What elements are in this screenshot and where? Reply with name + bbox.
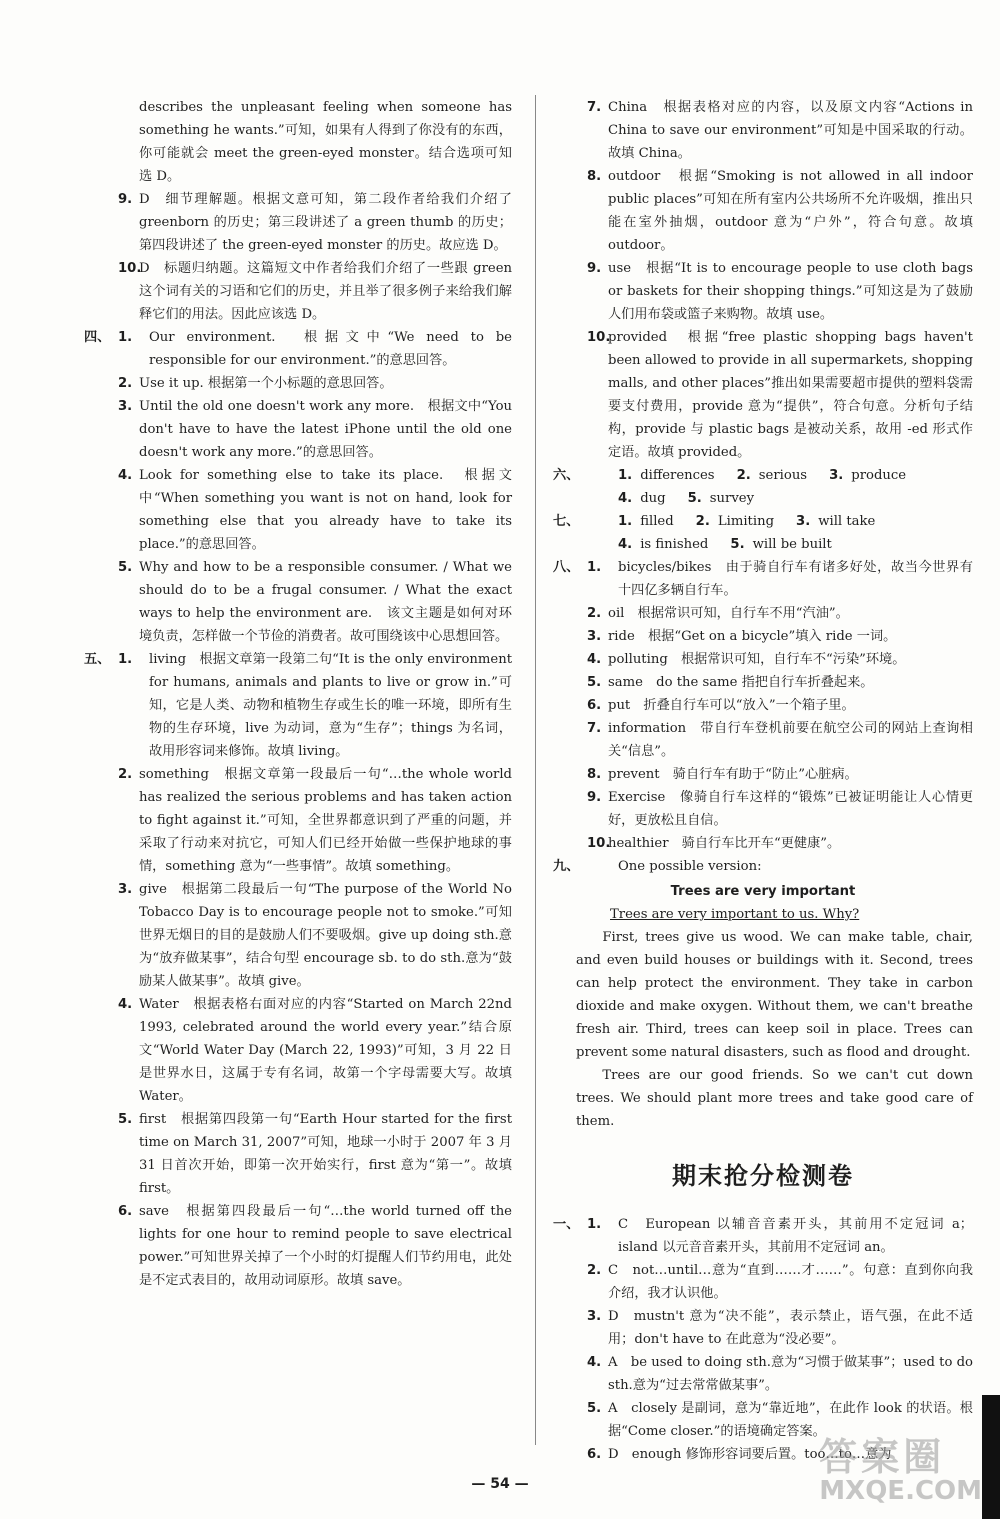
answer-text: Water 根据表格右面对应的内容“Started on March 22nd 1993, celebrated around the world every year.”结合原文“World Water Day (March 22, 1993)”可知，3 月 22 日是世界水日，这属于专有名词，故第一个字母需要大写。故填 Water。 — [139, 997, 512, 1104]
item-number: 5. — [118, 560, 133, 575]
answer-item — [84, 464, 512, 556]
answer-text: D 细节理解题。根据文意可知，第二段作者给我们介绍了 greenborn 的历史；第三段讲述了 a green thumb 的历史；第四段讲述了 the green-eyed monster 的历史。故应选 D。 — [139, 192, 512, 253]
item-number: 6. — [118, 1204, 133, 1219]
final-exam-answers — [553, 1213, 973, 1466]
answer-item — [84, 763, 512, 878]
answer-text: Our environment. 根据文中“We need to be responsible for our environment.”的意思回答。 — [149, 330, 512, 368]
answers-group-8-9 — [553, 556, 973, 878]
item-number: 5. — [730, 537, 745, 552]
section-6-row-1 — [618, 464, 973, 487]
item-number: 3. — [587, 1309, 602, 1324]
answer-item — [553, 855, 973, 878]
answer-item — [553, 96, 973, 165]
item-number: 5. — [587, 1401, 602, 1416]
item-number: 1. — [118, 652, 133, 667]
answer-item — [553, 717, 973, 763]
item-number: 1. — [587, 560, 602, 575]
answer-text: D enough 修饰形容词要后置。too…to…意为 — [608, 1447, 892, 1462]
item-number: 1. — [618, 514, 633, 529]
essay-title: Trees are very important — [670, 884, 856, 899]
item-number: 10. — [587, 836, 611, 851]
section-6-row-2 — [618, 487, 973, 510]
section-7-answers — [553, 510, 973, 556]
blank-answer — [618, 510, 674, 533]
answer-word: serious — [758, 468, 808, 483]
answer-text: D 标题归纳题。这篇短文中作者给我们介绍了一些跟 green 这个词有关的习语和它们的历史，并且举了很多例子来给我们解释它们的用法。因此应该选 D。 — [139, 261, 512, 322]
section-label: 一、 — [553, 1217, 580, 1232]
item-number: 2. — [118, 376, 133, 391]
item-number: 7. — [587, 721, 602, 736]
answer-text: Look for something else to take its place. 根据文中“When something you want is not on hand, look for something else that you already have to take its place.”的意思回答。 — [139, 468, 512, 552]
answer-item — [553, 602, 973, 625]
answer-item — [553, 1351, 973, 1397]
exam-section-title: 期末抢分检测卷 — [672, 1162, 854, 1190]
answer-item — [84, 326, 512, 372]
item-number: 2. — [587, 606, 602, 621]
answer-text: healthier 骑自行车比开车“更健康”。 — [608, 836, 841, 851]
item-number: 1. — [618, 468, 633, 483]
section-label: 八、 — [553, 560, 580, 575]
answer-text: prevent 骑自行车有助于“防止”心脏病。 — [608, 767, 858, 782]
blank-answer — [737, 464, 807, 487]
answer-text: put 折叠自行车可以“放入”一个箱子里。 — [608, 698, 855, 713]
blank-answer — [618, 533, 708, 556]
right-column — [553, 96, 973, 1466]
answer-word: filled — [640, 514, 674, 529]
answer-item — [553, 1305, 973, 1351]
answer-word: dug — [640, 491, 666, 506]
answer-text: provided 根据“free plastic shopping bags haven't been allowed to provide in all supermarkets, shopping malls, and other places”推出如果需要超市提供的塑料袋需要支付费用，provide 意为“提供”，符合句意。分析句子结构，provide 与 plastic bags 是被动关系，故用 -ed 形式作定语。故填 provided。 — [608, 330, 973, 460]
item-number: 4. — [618, 491, 633, 506]
item-number: 4. — [118, 997, 133, 1012]
blank-answer — [696, 510, 774, 533]
answer-text: living 根据文章第一段第二句“It is the only environment for humans, animals and plants to live or grow in.”可知，它是人类、动物和植物生存或生长的唯一环境，即所有生物的生存环境，live 为动词，意为“生存”；things 为名词，故用形容词来修饰。故填 living。 — [149, 652, 512, 759]
item-number: 6. — [587, 1447, 602, 1462]
section-label: 五、 — [84, 652, 111, 667]
answer-item — [84, 648, 512, 763]
item-number: 2. — [118, 767, 133, 782]
watermark-text-bottom: MXQE.COM — [819, 1476, 982, 1506]
answer-text: bicycles/bikes 由于骑自行车有诸多好处，故当今世界有十四亿多辆自行车。 — [618, 560, 973, 598]
item-number: 10. — [118, 261, 142, 276]
section-6-label: 六、 — [553, 468, 580, 483]
answer-word: is finished — [640, 537, 709, 552]
item-number: 1. — [118, 330, 133, 345]
answer-text: save 根据第四段最后一句“…the world turned off the lights for one hour to remind people to save electrical power.”可知世界关掉了一个小时的灯提醒人们节约用电，此处是不定式表目的，故用动词原形。故填 save。 — [139, 1204, 512, 1288]
answer-text: Exercise 像骑自行车这样的“锻炼”已被证明能让人心情更好，更放松且自信。 — [608, 790, 973, 828]
answer-text: use 根据“It is to encourage people to use cloth bags or baskets for their shopping things.”可知这是为了鼓励人们用布袋或篮子来购物。故填 use。 — [608, 261, 973, 322]
left-column — [84, 96, 512, 1292]
item-number: 3. — [829, 468, 844, 483]
answer-word: produce — [851, 468, 907, 483]
watermark-logo — [819, 1437, 982, 1505]
answer-item — [553, 1259, 973, 1305]
item-number: 4. — [118, 468, 133, 483]
item-number: 3. — [587, 629, 602, 644]
answer-item — [84, 993, 512, 1108]
blank-answer — [730, 533, 831, 556]
essay-paragraph-2: Trees are our good friends. So we can't cut down trees. We should plant more trees and take good care of them. — [576, 1068, 973, 1129]
answer-text: Why and how to be a responsible consumer. / What we should do to be a frugal consumer. / What the exact ways to help the environment are. 该文主题是如何对环境负责，怎样做一个节俭的消费者。故可围绕该中心思想回答。 — [139, 560, 512, 644]
section-label: 四、 — [84, 330, 111, 345]
answer-text: something 根据文章第一段最后一句“…the whole world has realized the serious problems and has taken action to fight against it.”可知，全世界都意识到了严重的问题，并采取了行动来对抗它，可知人们已经开始做一些保护地球的事情，something 意为“一些事情”。故填 something。 — [139, 767, 512, 874]
answers-group-5-continued — [553, 96, 973, 464]
item-number: 4. — [587, 1355, 602, 1370]
answer-item — [84, 1200, 512, 1292]
answer-text: polluting 根据常识可知，自行车不“污染”环境。 — [608, 652, 906, 667]
essay-paragraph-1: First, trees give us wood. We can make table, chair, and even build houses or buildings with it. Second, trees can help protect the environment. They take in carbon dioxide and make oxygen. Without them, we can't breathe fresh air. Third, trees can keep soil in place. Trees can prevent some natural disasters, such as flood and drought. — [576, 930, 973, 1060]
answer-word: Limiting — [717, 514, 775, 529]
answer-item — [553, 786, 973, 832]
answer-item — [553, 648, 973, 671]
answer-item — [553, 165, 973, 257]
answer-text: information 带自行车登机前要在航空公司的网站上查询相关“信息”。 — [608, 721, 973, 759]
answer-text: C European 以辅音音素开头，其前用不定冠词 a；island 以元音音素开头，其前用不定冠词 an。 — [618, 1217, 973, 1255]
answer-item — [553, 832, 973, 855]
answer-item — [553, 694, 973, 717]
item-number: 3. — [118, 882, 133, 897]
item-number: 2. — [587, 1263, 602, 1278]
answer-item — [84, 1108, 512, 1200]
item-number: 9. — [118, 192, 133, 207]
blank-answer — [618, 464, 715, 487]
answer-item — [84, 556, 512, 648]
section-7-row-2 — [618, 533, 973, 556]
answer-item — [84, 395, 512, 464]
answer-item — [84, 878, 512, 993]
page-number: — 54 — — [471, 1476, 529, 1492]
essay-opening-line: Trees are very important to us. Why? — [610, 907, 860, 922]
answer-item — [553, 326, 973, 464]
answer-item — [553, 1213, 973, 1259]
item-number: 2. — [695, 514, 710, 529]
item-number: 4. — [587, 652, 602, 667]
watermark-text-top: 答案圈 — [819, 1435, 946, 1479]
item-number: 7. — [587, 100, 602, 115]
item-number: 5. — [687, 491, 702, 506]
section-7-label: 七、 — [553, 514, 580, 529]
answer-word: will take — [818, 514, 876, 529]
item-number: 3. — [796, 514, 811, 529]
answer-item — [84, 96, 512, 188]
answer-text: D mustn't 意为“决不能”，表示禁止，语气强，在此不适用；don't have to 在此意为“没必要”。 — [608, 1309, 973, 1347]
answer-text: oil 根据常识可知，自行车不用“汽油”。 — [608, 606, 849, 621]
page-edge-mark — [982, 1395, 1000, 1519]
item-number: 5. — [587, 675, 602, 690]
answer-word: will be built — [752, 537, 832, 552]
answer-text: first 根据第四段第一句“Earth Hour started for the first time on March 31, 2007”可知，地球一小时于 2007 年 3 月 31 日首次开始，即第一次开始实行，first 意为“第一”。故填 first。 — [139, 1112, 512, 1196]
item-number: 4. — [618, 537, 633, 552]
answer-text: China 根据表格对应的内容，以及原文内容“Actions in China to save our environment”可知是中国采取的行动。故填 China。 — [608, 100, 973, 161]
answer-item — [84, 257, 512, 326]
answer-text: A closely 是副词，意为“靠近地”，在此作 look 的状语。根据“Come closer.”的语境确定答案。 — [608, 1401, 973, 1439]
item-number: 8. — [587, 169, 602, 184]
blank-answer — [796, 510, 875, 533]
section-7-row-1 — [618, 510, 973, 533]
answer-text: outdoor 根据“Smoking is not allowed in all indoor public places”可知在所有室内公共场所不允许吸烟，推出只能在室外抽烟，outdoor 意为“户外”，符合句意。故填 outdoor。 — [608, 169, 973, 253]
answer-text: describes the unpleasant feeling when someone has something he wants.”可知，如果有人得到了你没有的东西，你可能就会 meet the green-eyed monster。结合选项可知选 D。 — [139, 100, 512, 184]
answer-item — [553, 625, 973, 648]
answer-text: Use it up. 根据第一个小标题的意思回答。 — [139, 376, 393, 391]
column-divider — [535, 95, 536, 1445]
blank-answer — [688, 487, 754, 510]
answer-text: same do the same 指把自行车折叠起来。 — [608, 675, 874, 690]
item-number: 9. — [587, 790, 602, 805]
answer-text: ride 根据“Get on a bicycle”填入 ride 一词。 — [608, 629, 897, 644]
answer-word: differences — [640, 468, 715, 483]
answer-word: survey — [709, 491, 755, 506]
answer-text: One possible version: — [618, 859, 762, 874]
section-label: 九、 — [553, 859, 580, 874]
item-number: 9. — [587, 261, 602, 276]
answer-text: give 根据第二段最后一句“The purpose of the World No Tobacco Day is to encourage people not to smoke.”可知世界无烟日的目的是鼓励人们不要吸烟。give up doing sth.意为“放弃做某事”，结合句型 encourage sb. to do sth.意为“鼓励某人做某事”。故填 give。 — [139, 882, 512, 989]
answer-item — [553, 763, 973, 786]
item-number: 6. — [587, 698, 602, 713]
answer-item — [84, 188, 512, 257]
answer-item — [553, 556, 973, 602]
section-6-answers — [553, 464, 973, 510]
blank-answer — [829, 464, 906, 487]
item-number: 1. — [587, 1217, 602, 1232]
item-number: 8. — [587, 767, 602, 782]
answer-item — [84, 372, 512, 395]
item-number: 5. — [118, 1112, 133, 1127]
answer-text: A be used to doing sth.意为“习惯于做某事”；used to do sth.意为“过去常常做某事”。 — [608, 1355, 973, 1393]
answer-text: C not…until…意为“直到……才……”。句意：直到你向我介绍，我才认识他。 — [608, 1263, 973, 1301]
answer-item — [553, 257, 973, 326]
item-number: 3. — [118, 399, 133, 414]
blank-answer — [618, 487, 666, 510]
answer-item — [553, 671, 973, 694]
answer-text: Until the old one doesn't work any more. 根据文中“You don't have to have the latest iPhone until the old one doesn't work any more.”的意思回答。 — [139, 399, 512, 460]
item-number: 10. — [587, 330, 611, 345]
item-number: 2. — [736, 468, 751, 483]
